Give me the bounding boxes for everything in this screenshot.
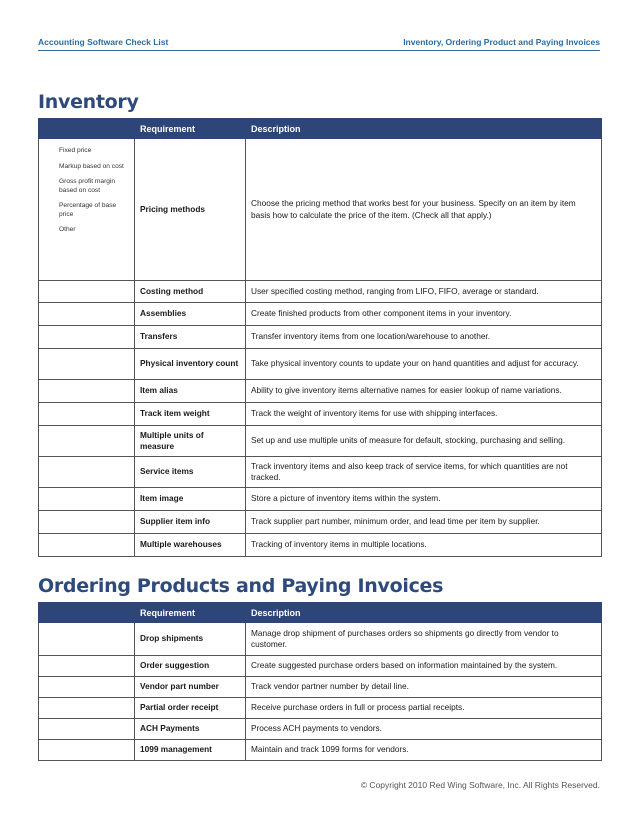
table-header-row <box>39 119 602 139</box>
pricing-option[interactable]: Gross profit margin based on cost <box>59 178 116 194</box>
check-cell[interactable] <box>39 623 135 656</box>
check-cell[interactable] <box>39 534 135 557</box>
table-row <box>39 326 602 349</box>
column-header-check <box>39 119 135 139</box>
header-divider <box>38 50 600 51</box>
description-cell: Process ACH payments to vendors. <box>246 719 602 740</box>
requirement-cell: Physical inventory count <box>135 349 246 380</box>
table-row <box>39 656 602 677</box>
description-cell: Manage drop shipment of purchases orders so shipments go directly from vendor to customer. <box>246 623 602 656</box>
check-cell[interactable] <box>39 457 135 488</box>
column-header-check <box>39 603 135 623</box>
inventory-heading: Inventory <box>38 91 139 113</box>
description-cell: Track supplier part number, minimum order, and lead time per item by supplier. <box>246 511 602 534</box>
table-row <box>39 677 602 698</box>
table-row <box>39 698 602 719</box>
table-row <box>39 380 602 403</box>
ordering-table <box>38 602 602 761</box>
table-row <box>39 457 602 488</box>
check-cell[interactable] <box>39 303 135 326</box>
pricing-option[interactable]: Fixed price <box>59 147 92 154</box>
table-row <box>39 426 602 457</box>
check-cell[interactable] <box>39 426 135 457</box>
inventory-table <box>38 118 602 557</box>
requirement-cell: Pricing methods <box>135 139 246 281</box>
requirement-cell: Drop shipments <box>135 623 246 656</box>
table-row <box>39 719 602 740</box>
description-cell: Create suggested purchase orders based on information maintained by the system. <box>246 656 602 677</box>
check-cell[interactable] <box>39 656 135 677</box>
table-row <box>39 403 602 426</box>
description-cell: Choose the pricing method that works best for your business. Specify on an item by item basis how to calculate the price of the item. (Check all that apply.) <box>246 139 602 281</box>
check-cell[interactable] <box>39 511 135 534</box>
requirement-cell: ACH Payments <box>135 719 246 740</box>
check-cell[interactable] <box>39 677 135 698</box>
table-row <box>39 534 602 557</box>
description-cell: Store a picture of inventory items within the system. <box>246 488 602 511</box>
description-cell: Track vendor partner number by detail line. <box>246 677 602 698</box>
table-row <box>39 303 602 326</box>
column-header-description: Description <box>246 603 602 623</box>
description-cell: Create finished products from other component items in your inventory. <box>246 303 602 326</box>
copyright-footer: © Copyright 2010 Red Wing Software, Inc. All Rights Reserved. <box>360 780 600 790</box>
table-row <box>39 281 602 303</box>
requirement-cell: Vendor part number <box>135 677 246 698</box>
table-row <box>39 488 602 511</box>
check-cell[interactable] <box>39 719 135 740</box>
requirement-cell: Track item weight <box>135 403 246 426</box>
pricing-option[interactable]: Other <box>59 226 76 233</box>
description-cell: Transfer inventory items from one location/warehouse to another. <box>246 326 602 349</box>
requirement-cell: Assemblies <box>135 303 246 326</box>
requirement-cell: Multiple units of measure <box>135 426 246 457</box>
check-cell[interactable] <box>39 740 135 761</box>
requirement-cell: Partial order receipt <box>135 698 246 719</box>
column-header-requirement: Requirement <box>135 119 246 139</box>
check-cell[interactable] <box>39 349 135 380</box>
table-row <box>39 511 602 534</box>
description-cell: Receive purchase orders in full or process partial receipts. <box>246 698 602 719</box>
table-row <box>39 623 602 656</box>
description-cell: User specified costing method, ranging from LIFO, FIFO, average or standard. <box>246 281 602 303</box>
requirement-cell: Item image <box>135 488 246 511</box>
requirement-cell: 1099 management <box>135 740 246 761</box>
column-header-requirement: Requirement <box>135 603 246 623</box>
requirement-cell: Order suggestion <box>135 656 246 677</box>
table-header-row <box>39 603 602 623</box>
description-cell: Track inventory items and also keep track of service items, for which quantities are not tracked. <box>246 457 602 488</box>
description-cell: Tracking of inventory items in multiple locations. <box>246 534 602 557</box>
header-section-title: Inventory, Ordering Product and Paying Invoices <box>403 37 600 47</box>
pricing-options-cell <box>39 139 135 281</box>
pricing-option[interactable]: Markup based on cost <box>59 162 124 170</box>
check-cell[interactable] <box>39 403 135 426</box>
ordering-heading: Ordering Products and Paying Invoices <box>38 575 444 597</box>
requirement-cell: Item alias <box>135 380 246 403</box>
requirement-cell: Costing method <box>135 281 246 303</box>
check-cell[interactable] <box>39 488 135 511</box>
requirement-cell: Multiple warehouses <box>135 534 246 557</box>
header-doc-title: Accounting Software Check List <box>38 37 169 47</box>
description-cell: Ability to give inventory items alternative names for easier lookup of name variations. <box>246 380 602 403</box>
table-row <box>39 740 602 761</box>
check-cell[interactable] <box>39 698 135 719</box>
check-cell[interactable] <box>39 281 135 303</box>
description-cell: Set up and use multiple units of measure for default, stocking, purchasing and selling. <box>246 426 602 457</box>
description-cell: Take physical inventory counts to update your on hand quantities and adjust for accuracy. <box>246 349 602 380</box>
table-row <box>39 139 602 281</box>
description-cell: Maintain and track 1099 forms for vendors. <box>246 740 602 761</box>
check-cell[interactable] <box>39 326 135 349</box>
column-header-description: Description <box>246 119 602 139</box>
requirement-cell: Transfers <box>135 326 246 349</box>
requirement-cell: Service items <box>135 457 246 488</box>
check-cell[interactable] <box>39 380 135 403</box>
pricing-option[interactable]: Percentage of base price <box>59 202 117 218</box>
description-cell: Track the weight of inventory items for use with shipping interfaces. <box>246 403 602 426</box>
table-row <box>39 349 602 380</box>
requirement-cell: Supplier item info <box>135 511 246 534</box>
